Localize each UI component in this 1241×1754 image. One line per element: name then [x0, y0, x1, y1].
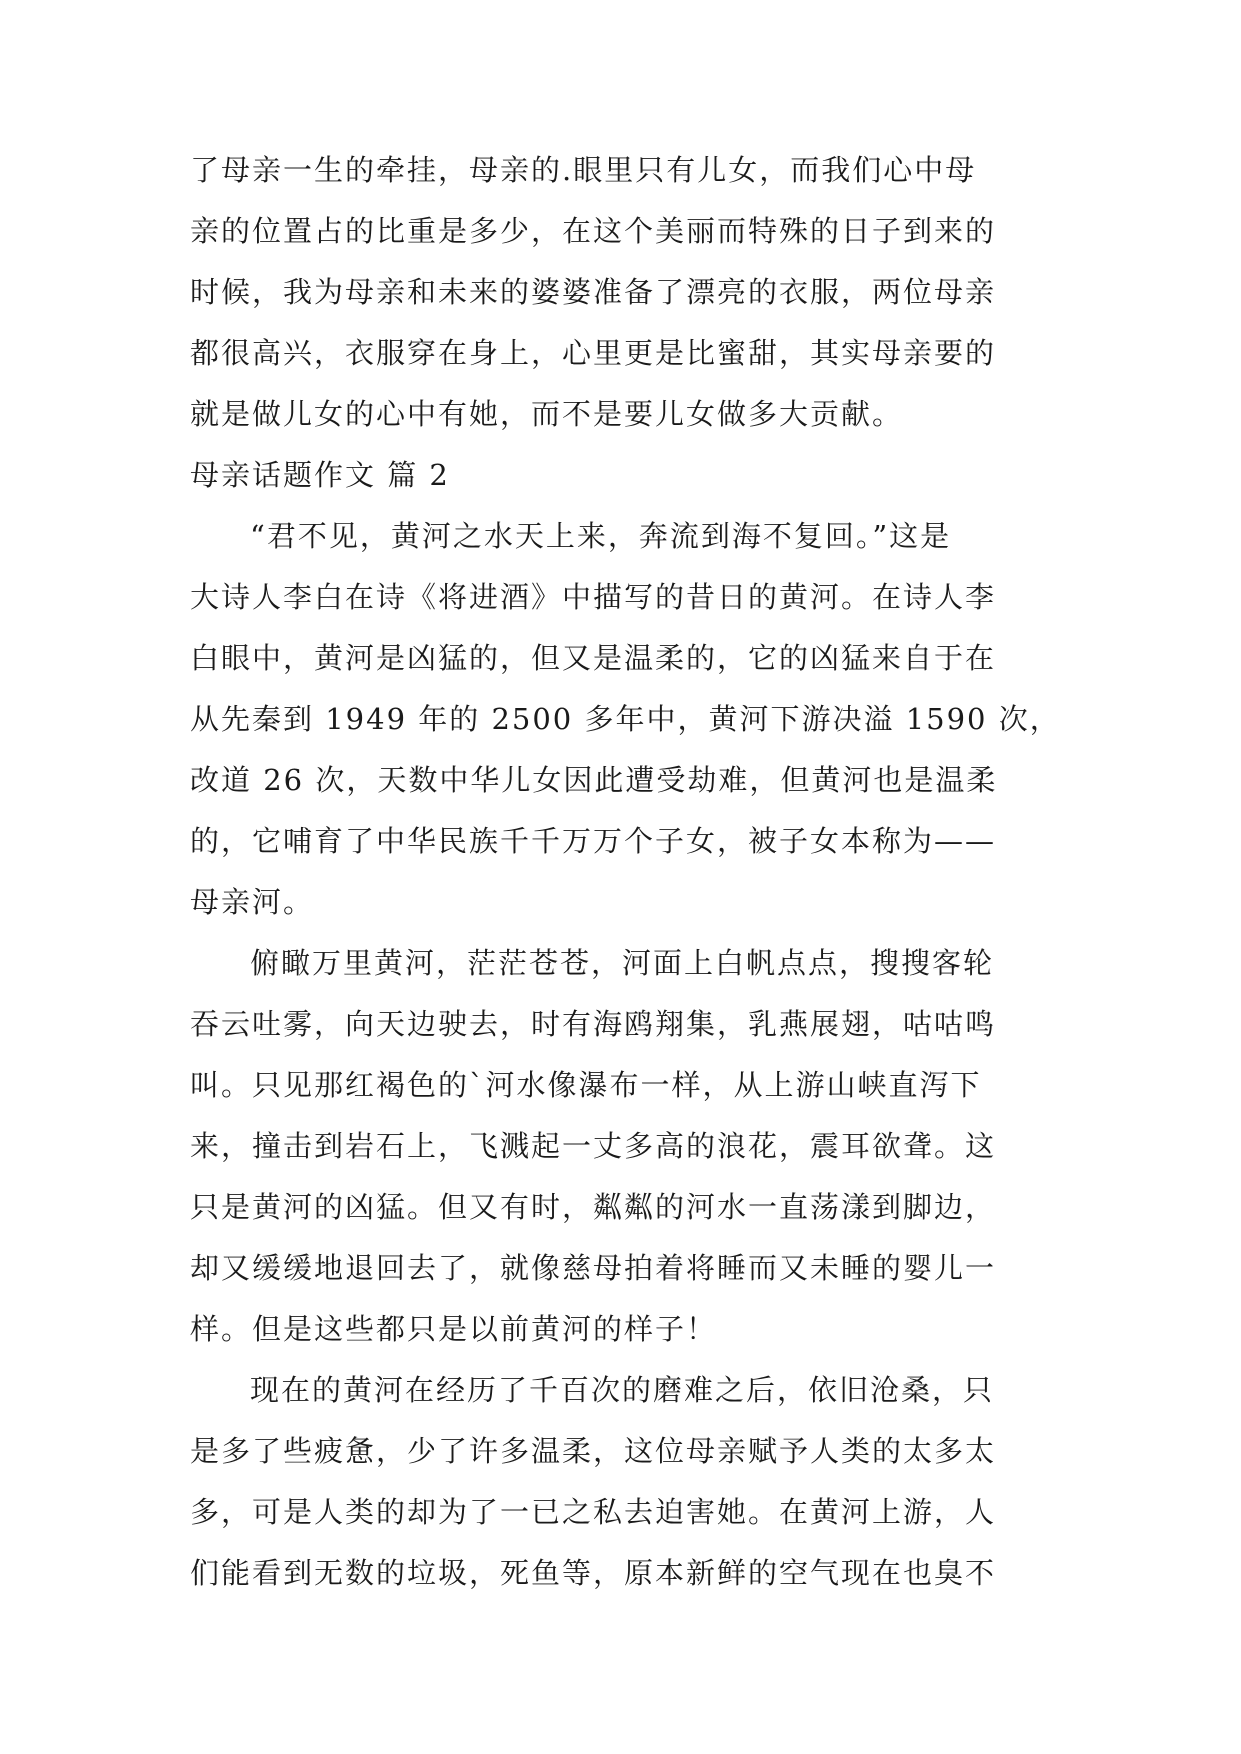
text-line: 改道 26 次，天数中华儿女因此遭受劫难，但黄河也是温柔 [190, 763, 998, 797]
text-line: 来，撞击到岩石上，飞溅起一丈多高的浪花，震耳欲聋。这 [190, 1129, 997, 1163]
text-line: 了母亲一生的牵挂，母亲的.眼里只有儿女，而我们心中母 [190, 153, 977, 187]
text-line: 现在的黄河在经历了千百次的磨难之后，依旧沧桑，只 [250, 1373, 995, 1407]
text-line: 是多了些疲惫，少了许多温柔，这位母亲赋予人类的太多太 [190, 1434, 997, 1468]
text-line: 时候，我为母亲和未来的婆婆准备了漂亮的衣服，两位母亲 [190, 275, 997, 309]
text-line: “君不见，黄河之水天上来，奔流到海不复回。”这是 [250, 519, 952, 553]
text-line: 白眼中，黄河是凶猛的，但又是温柔的，它的凶猛来自于在 [190, 641, 997, 675]
section-heading: 母亲话题作文 篇 2 [190, 458, 450, 492]
text-line: 多，可是人类的却为了一已之私去迫害她。在黄河上游，人 [190, 1495, 997, 1529]
text-line: 大诗人李白在诗《将进酒》中描写的昔日的黄河。在诗人李 [190, 580, 997, 614]
text-line: 亲的位置占的比重是多少，在这个美丽而特殊的日子到来的 [190, 214, 997, 248]
text-line: 的，它哺育了中华民族千千万万个子女，被子女本称为—— [190, 824, 997, 858]
text-line: 母亲河。 [190, 885, 315, 919]
text-line: 只是黄河的凶猛。但又有时，粼粼的河水一直荡漾到脚边， [190, 1190, 997, 1224]
text-line: 叫。只见那红褐色的`河水像瀑布一样，从上游山峡直泻下 [190, 1068, 982, 1102]
text-line: 们能看到无数的垃圾，死鱼等，原本新鲜的空气现在也臭不 [190, 1556, 997, 1590]
text-line: 从先秦到 1949 年的 2500 多年中，黄河下游决溢 1590 次， [190, 702, 1061, 736]
text-line: 样。但是这些都只是以前黄河的样子！ [190, 1312, 718, 1346]
text-line: 都很高兴，衣服穿在身上，心里更是比蜜甜，其实母亲要的 [190, 336, 997, 370]
text-line: 吞云吐雾，向天边驶去，时有海鸥翔集，乳燕展翅，咕咕鸣 [190, 1007, 997, 1041]
text-line: 就是做儿女的心中有她，而不是要儿女做多大贡献。 [190, 397, 904, 431]
text-line: 却又缓缓地退回去了，就像慈母拍着将睡而又未睡的婴儿一 [190, 1251, 997, 1285]
text-line: 俯瞰万里黄河，茫茫苍苍，河面上白帆点点，搜搜客轮 [250, 946, 995, 980]
